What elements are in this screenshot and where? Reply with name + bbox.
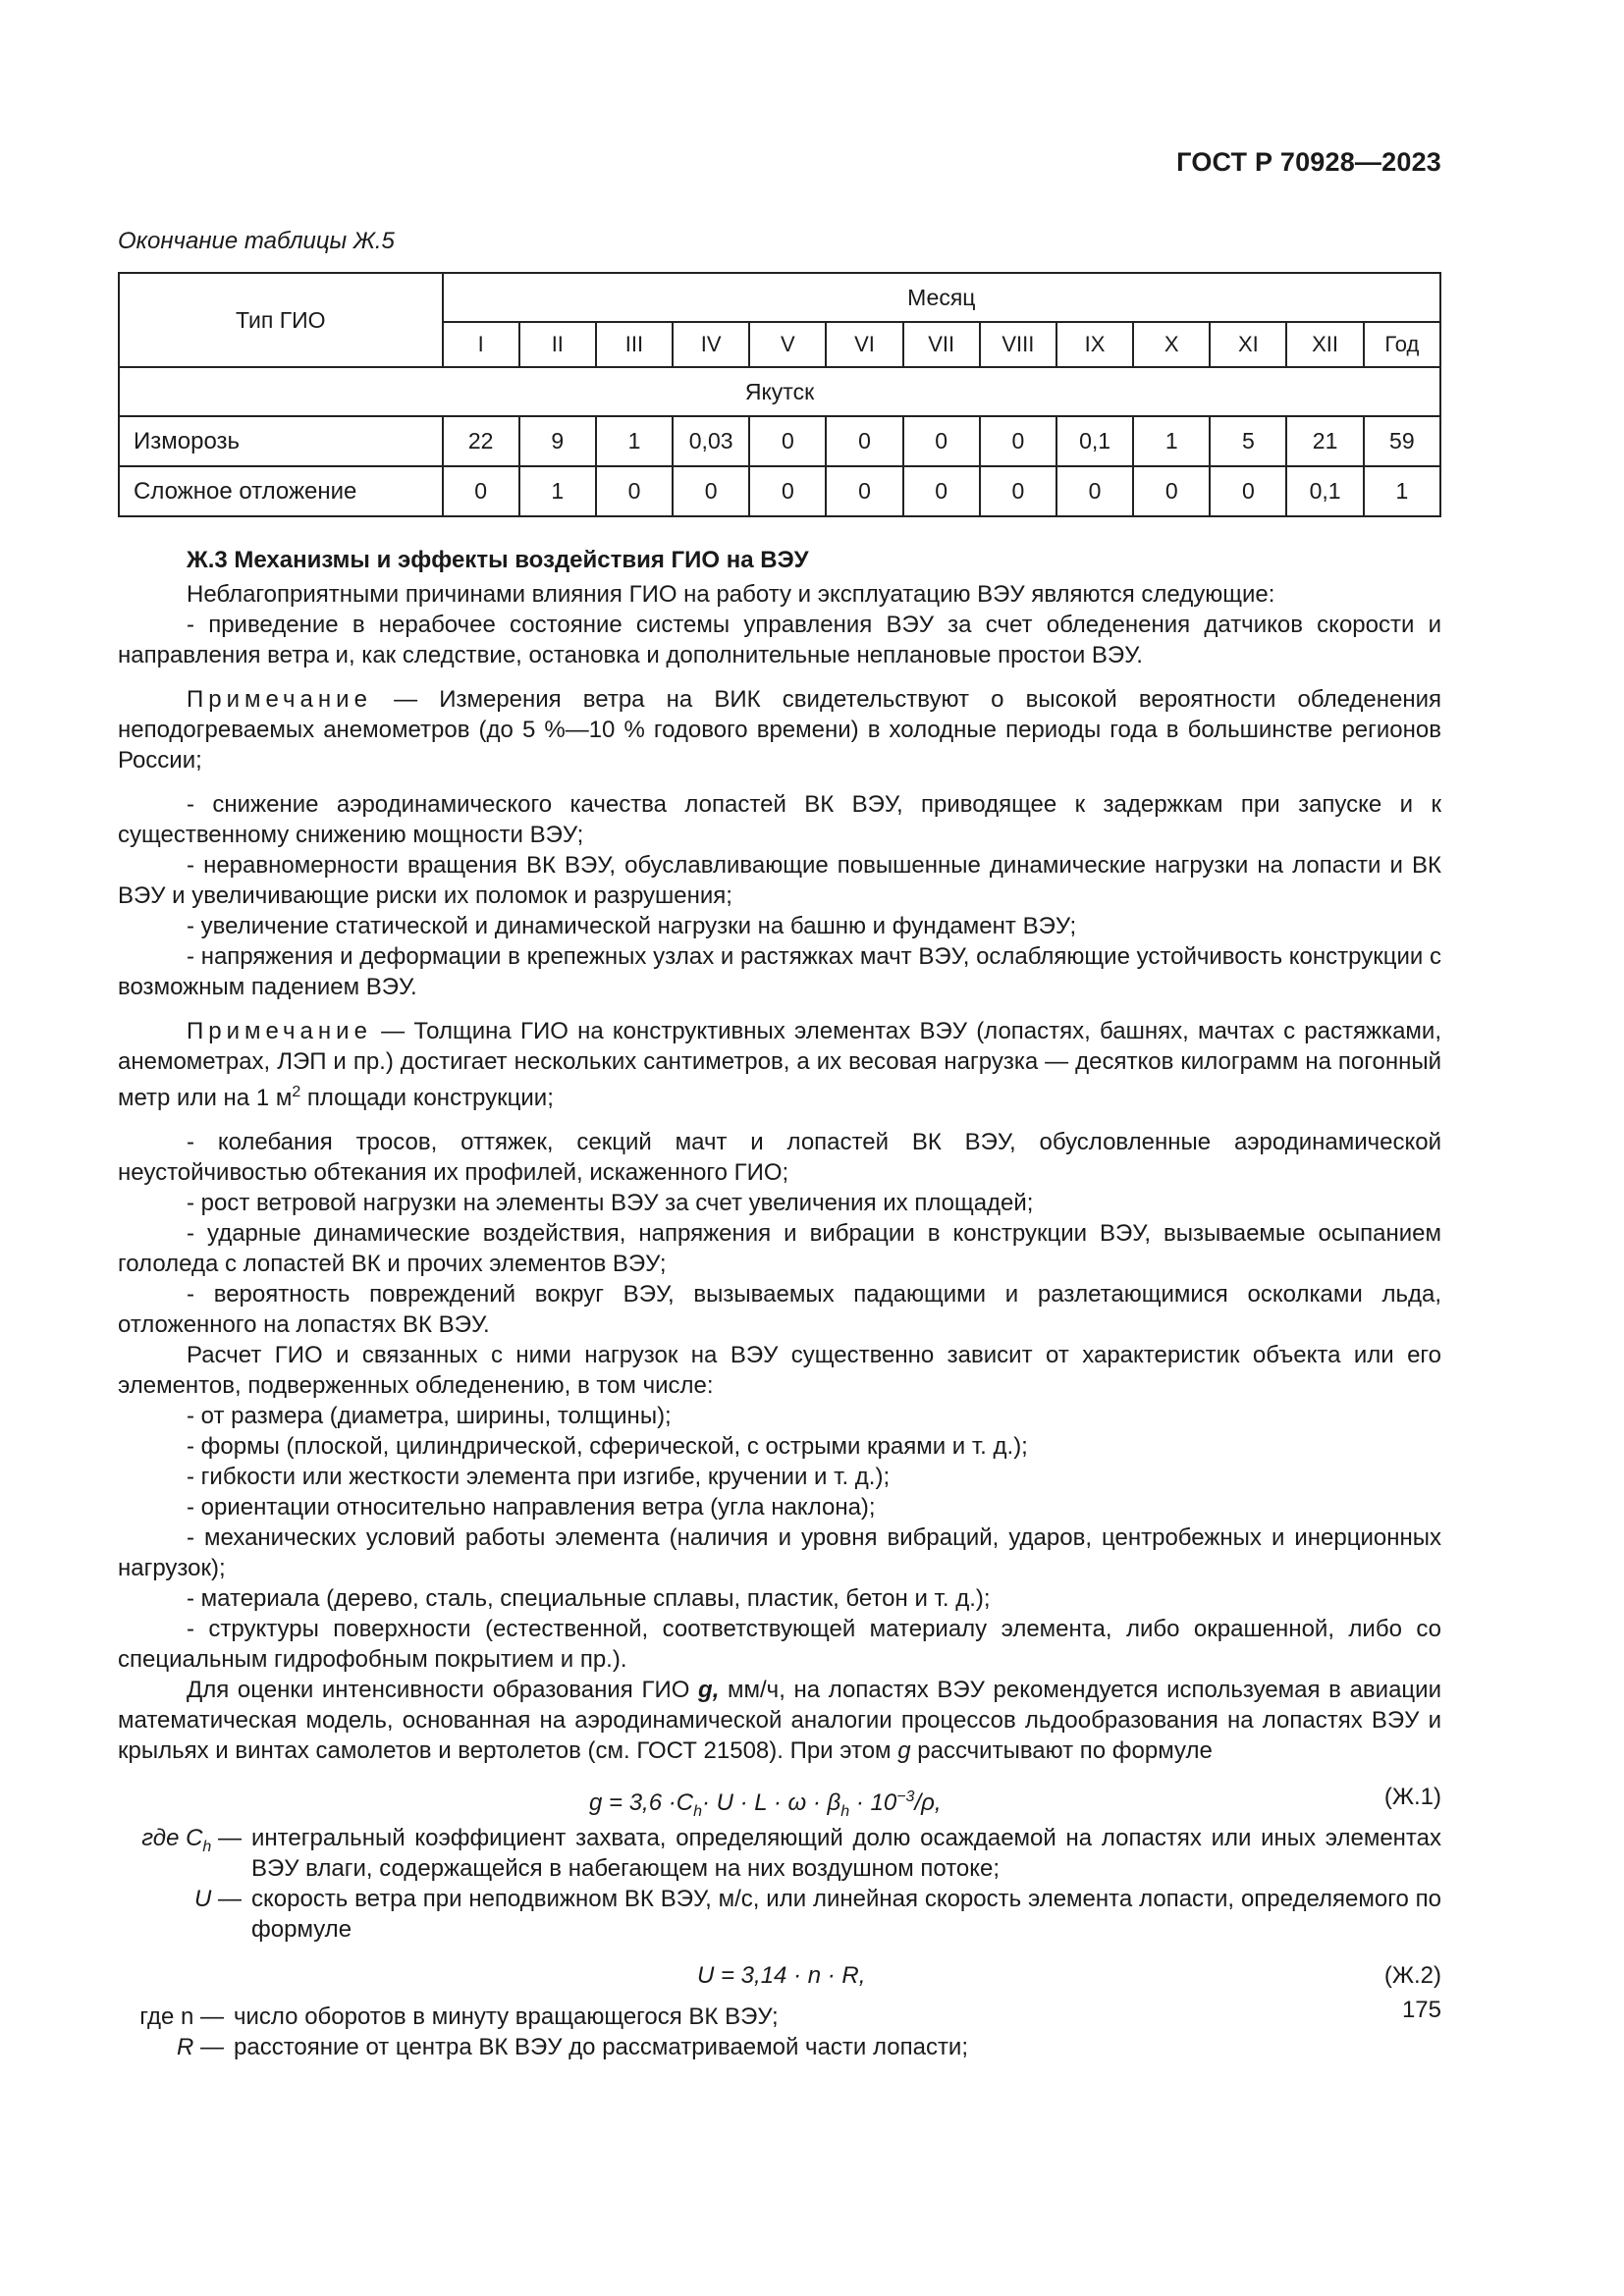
month-cell: X — [1133, 322, 1210, 367]
table-cell: 0 — [980, 416, 1056, 466]
section-title: Ж.3 Механизмы и эффекты воздействия ГИО на ВЭУ — [187, 547, 809, 573]
text-run: Для оценки интенсивности образования ГИО — [187, 1677, 699, 1703]
formula-part: /ρ, — [914, 1789, 942, 1816]
list-item: - приведение в нерабочее состояние системы управления ВЭУ за счет обледенения датчиков скорости и направления ветра и, как следствие, остановка и дополнительные неплановые простои ВЭУ. — [118, 612, 1441, 668]
definition-row — [118, 2032, 1441, 2062]
definition-value: скорость ветра при неподвижном ВК ВЭУ, м/с, или линейная скорость элемента лопасти, определяемого по формуле — [251, 1886, 1441, 1943]
note-text: — Толщина ГИО на конструктивных элементах ВЭУ (лопастях, башнях, мачтах с растяжками, анемометрах, ЛЭП и пр.) достигает нескольких сантиметров, а их весовая нагрузка — десятков килограмм на погонный метр или на 1 м — [118, 1018, 1441, 1111]
city-row: Якутск — [119, 367, 1440, 416]
formula-part: h — [840, 1802, 850, 1820]
list-item: - снижение аэродинамического качества лопастей ВК ВЭУ, приводящее к задержкам при запуске и к существенному снижению мощности ВЭУ; — [118, 791, 1441, 848]
month-header: Месяц — [443, 273, 1440, 322]
definition-row — [118, 2002, 1441, 2032]
month-cell: VIII — [980, 322, 1056, 367]
formula-expression: U = 3,14 · n · R, — [697, 1962, 866, 1989]
month-cell: III — [596, 322, 673, 367]
month-cell: V — [749, 322, 826, 367]
note — [118, 684, 1441, 775]
month-cell: VII — [903, 322, 980, 367]
text-run: мм/ч, на лопастях ВЭУ рекомендуется используемая в авиации математическая модель, основанная на аэродинамической аналогии процессов льдообразования на лопастях ВЭУ и крыльях и винтах самолетов и вертолетов (см. ГОСТ 21508). При этом — [118, 1677, 1441, 1764]
list-item: - материала (дерево, сталь, специальные сплавы, пластик, бетон и т. д.); — [187, 1585, 991, 1612]
table-cell: 5 — [1210, 416, 1286, 466]
row-label: Изморозь — [119, 416, 443, 466]
list-item: - формы (плоской, цилиндрической, сферической, с острыми краями и т. д.); — [187, 1433, 1028, 1460]
type-header: Тип ГИО — [119, 273, 443, 367]
month-cell: I — [443, 322, 519, 367]
list-item: - напряжения и деформации в крепежных узлах и растяжках мачт ВЭУ, ослабляющие устойчивость конструкции с возможным падением ВЭУ. — [118, 943, 1441, 1000]
list-item: - увеличение статической и динамической нагрузки на башню и фундамент ВЭУ; — [187, 913, 1077, 939]
formula-number: (Ж.1) — [1383, 1784, 1441, 1810]
table-row — [119, 416, 1440, 466]
month-cell: IV — [673, 322, 749, 367]
icing-table — [118, 272, 1441, 517]
table-cell: 0 — [673, 466, 749, 516]
table-row — [119, 466, 1440, 516]
row-label: Сложное отложение — [119, 466, 443, 516]
paragraph: Неблагоприятными причинами влияния ГИО на работу и эксплуатацию ВЭУ являются следующие: — [187, 581, 1275, 608]
formula-part: h — [693, 1802, 702, 1820]
table-cell: 1 — [1364, 466, 1440, 516]
paragraph: Расчет ГИО и связанных с ними нагрузок на ВЭУ существенно зависит от характеристик объекта или его элементов, подверженных обледенению, в том числе: — [118, 1342, 1441, 1399]
list-item: - гибкости или жесткости элемента при изгибе, кручении и т. д.); — [187, 1464, 891, 1490]
table-cell: 0 — [903, 416, 980, 466]
month-cell: II — [519, 322, 596, 367]
definition-key: R — — [177, 2034, 224, 2060]
definition-key — [118, 1823, 245, 1884]
formula-part: g = 3,6 ·C — [589, 1789, 694, 1816]
key-part: h — [202, 1838, 212, 1855]
paragraph — [118, 1675, 1441, 1766]
table-cell: 0 — [1133, 466, 1210, 516]
note-label: Примечание — [187, 686, 372, 713]
variable-g: g — [897, 1737, 911, 1764]
table-cell: 9 — [519, 416, 596, 466]
table-cell: 1 — [519, 466, 596, 516]
page-number: 175 — [1401, 1997, 1441, 2023]
document-body — [118, 545, 1441, 2062]
table-cell: 22 — [443, 416, 519, 466]
list-item: - от размера (диаметра, ширины, толщины); — [187, 1403, 672, 1429]
table-cell: 1 — [596, 416, 673, 466]
month-cell: XII — [1286, 322, 1363, 367]
document-header: ГОСТ Р 70928—2023 — [1176, 147, 1441, 177]
list-item: - колебания тросов, оттяжек, секций мачт и лопастей ВК ВЭУ, обусловленные аэродинамической неустойчивостью обтекания их профилей, искаженного ГИО; — [118, 1129, 1441, 1186]
formula-expression — [589, 1782, 942, 1827]
table-cell: 0 — [749, 416, 826, 466]
note-label: Примечание — [187, 1018, 372, 1044]
note-text: — Измерения ветра на ВИК свидетельствуют о высокой вероятности обледенения неподогреваемых анемометров (до 5 %—10 % годового времени) в холодные периоды года в большинстве регионов России; — [118, 686, 1441, 774]
month-cell: VI — [826, 322, 902, 367]
table-cell: 0 — [596, 466, 673, 516]
month-cell: IX — [1056, 322, 1133, 367]
formula-part: · U · L · ω · β — [701, 1789, 841, 1816]
table-cell: 0 — [443, 466, 519, 516]
text-run: рассчитывают по формуле — [910, 1737, 1213, 1764]
table-cell: 0,03 — [673, 416, 749, 466]
table-cell: 0 — [826, 466, 902, 516]
definition-value: интегральный коэффициент захвата, определяющий долю осаждаемой на лопастях или иных элементах ВЭУ влаги, содержащейся в набегающем на них воздушном потоке; — [251, 1825, 1441, 1882]
table-cell: 1 — [1133, 416, 1210, 466]
list-item: - структуры поверхности (естественной, соответствующей материалу элемента, либо окрашенной, либо со специальным гидрофобным покрытием и пр.). — [118, 1616, 1441, 1673]
table-cell: 0 — [980, 466, 1056, 516]
table-cell: 0 — [749, 466, 826, 516]
table-cell: 0 — [1056, 466, 1133, 516]
table-cell: 21 — [1286, 416, 1363, 466]
superscript: 2 — [292, 1084, 301, 1100]
definition-row — [118, 1823, 1441, 1884]
formula-number: (Ж.2) — [1383, 1962, 1441, 1989]
table-cell: 0 — [903, 466, 980, 516]
list-item: - ударные динамические воздействия, напряжения и вибрации в конструкции ВЭУ, вызываемые осыпанием гололеда с лопастей ВК и прочих элементов ВЭУ; — [118, 1220, 1441, 1277]
list-item: - ориентации относительно направления ветра (угла наклона); — [187, 1494, 876, 1521]
table-cell: 0 — [1210, 466, 1286, 516]
note-text: площади конструкции; — [300, 1085, 554, 1111]
key-part: — — [211, 1825, 242, 1851]
variable-g: g, — [698, 1677, 720, 1703]
definition-key: U — — [194, 1886, 242, 1912]
list-item: - неравномерности вращения ВК ВЭУ, обуславливающие повышенные динамические нагрузки на лопасти и ВК ВЭУ и увеличивающие риски их поломок и разрушения; — [118, 852, 1441, 909]
table-cell: 0 — [826, 416, 902, 466]
formula-zh1 — [118, 1774, 1441, 1819]
table-cell: 0,1 — [1286, 466, 1363, 516]
note — [118, 1016, 1441, 1113]
list-item: - рост ветровой нагрузки на элементы ВЭУ за счет увеличения их площадей; — [187, 1190, 1034, 1216]
list-item: - вероятность повреждений вокруг ВЭУ, вызываемых падающими и разлетающимися осколками льда, отложенного на лопастях ВК ВЭУ. — [118, 1281, 1441, 1338]
table-cell: 0,1 — [1056, 416, 1133, 466]
table-cell: 59 — [1364, 416, 1440, 466]
key-part: где C — [141, 1825, 203, 1851]
table-caption: Окончание таблицы Ж.5 — [118, 228, 395, 254]
formula-part: −3 — [896, 1789, 915, 1805]
definition-row — [118, 1884, 1441, 1945]
month-cell: XI — [1210, 322, 1286, 367]
formula-zh2 — [118, 1952, 1441, 1998]
definition-key: где n — — [139, 2003, 224, 2030]
year-cell: Год — [1364, 322, 1440, 367]
formula-part: · 10 — [849, 1789, 897, 1816]
definition-value: число оборотов в минуту вращающегося ВК ВЭУ; — [234, 2003, 779, 2030]
definition-value: расстояние от центра ВК ВЭУ до рассматриваемой части лопасти; — [234, 2034, 969, 2060]
list-item: - механических условий работы элемента (наличия и уровня вибраций, ударов, центробежных и инерционных нагрузок); — [118, 1524, 1441, 1581]
